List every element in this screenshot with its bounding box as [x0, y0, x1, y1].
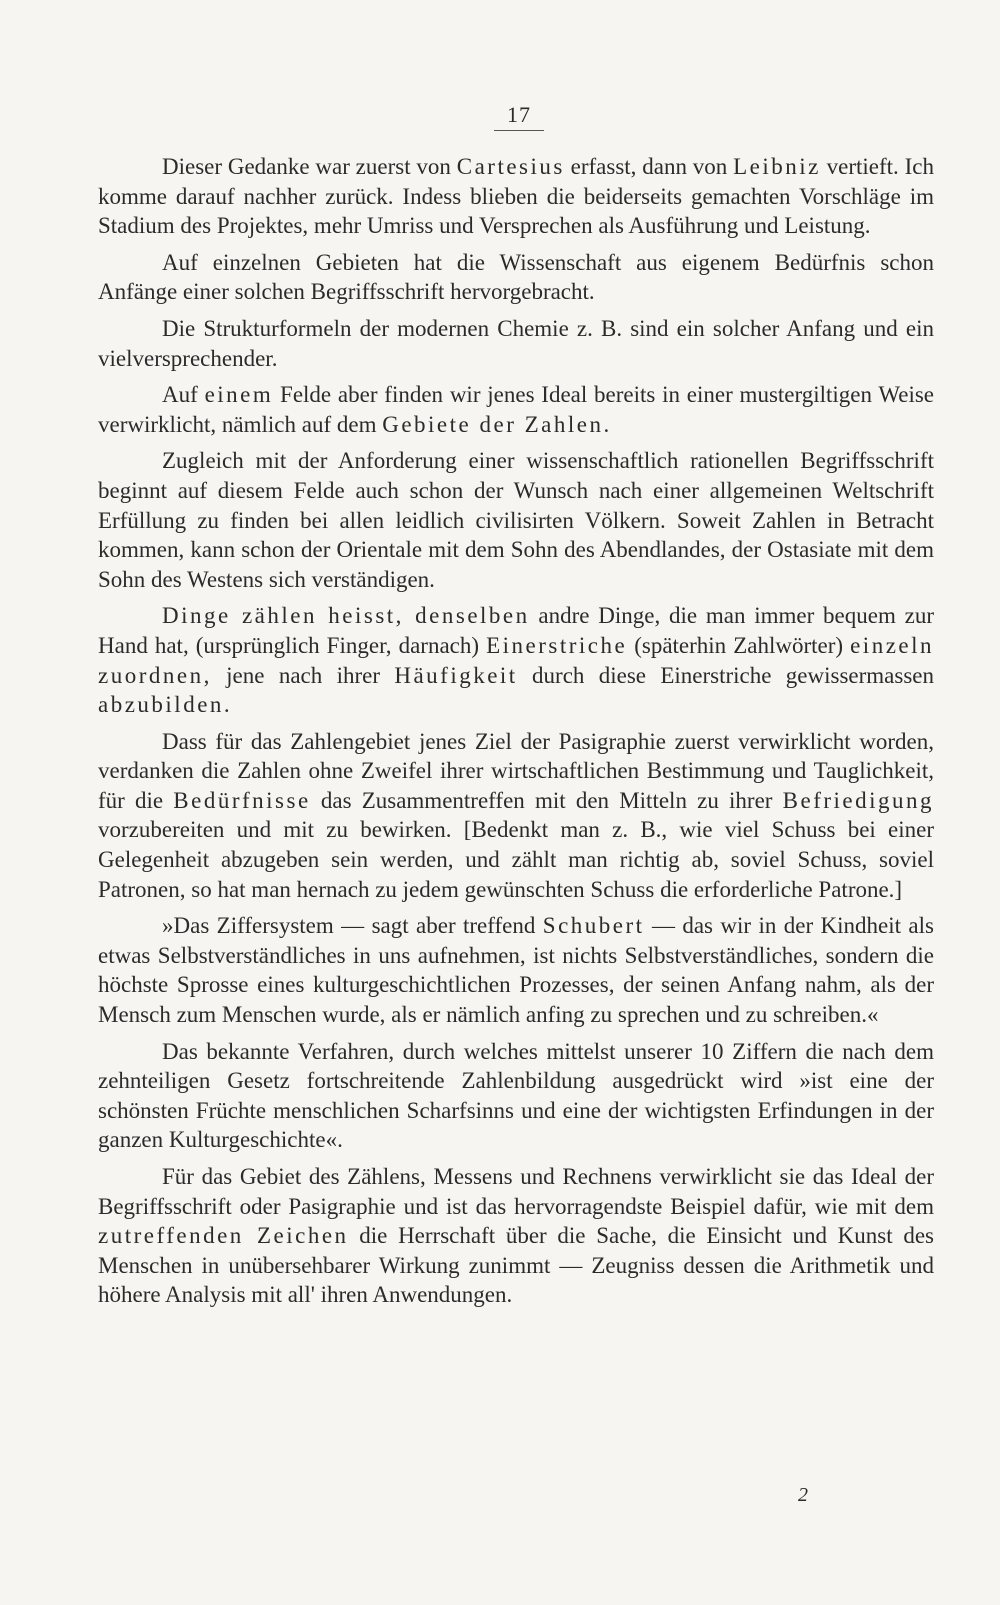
- paragraph: [98, 152, 934, 241]
- paragraph: [98, 248, 934, 307]
- text-run: erfasst, dann von: [564, 154, 734, 179]
- text-run: (späterhin Zahlwörter): [627, 632, 851, 658]
- page-number: 17: [494, 102, 544, 131]
- text-run: Dieser Gedanke war zuerst von: [162, 154, 457, 179]
- text-run: Das bekannte Verfahren, durch welches mittelst unserer 10 Ziffern die nach dem zehnteiligen Gesetz fortschreitende Zahlenbildung ausgedrückt wird »ist eine der schönsten Früchte menschlichen Scharfsinns und eine der wichtigsten Erfindungen in der ganzen Kulturgeschichte«.: [98, 1038, 934, 1153]
- text-run: Auf einzelnen Gebieten hat die Wissenschaft aus eigenem Bedürfnis schon Anfänge einer solchen Begriffsschrift hervorgebracht.: [98, 249, 934, 305]
- paragraph: [98, 446, 934, 594]
- text-run: das Zusammentreffen mit den Mitteln zu ihrer: [310, 787, 783, 813]
- text-run: vorzubereiten und mit zu bewirken. [Bedenkt man z. B., wie viel Schuss bei einer Gelegenheit abzugeben sein werden, und zählt man richtig ab, soviel Schuss, soviel Patronen, so hat man hernach zu jedem gewünschten Schuss die erforderliche Patrone.]: [98, 817, 934, 902]
- spaced-emphasis: einem: [204, 382, 274, 408]
- spaced-emphasis: Häufigkeit: [394, 662, 518, 688]
- spaced-name: Leibniz: [733, 154, 821, 179]
- spaced-emphasis: zutreffenden Zeichen: [98, 1223, 349, 1249]
- text-run: — das wir in der Kindheit als etwas Selbstverständliches in uns aufnehmen, ist nichts Selbstverständliches, sondern die höchste Sprosse eines kulturgeschichtlichen Prozesses, der seinen Anfang nahm, als der Mensch zum Menschen wurde, als er nämlich anfing zu sprechen und zu schreiben.«: [98, 913, 934, 1028]
- paragraph: [98, 1162, 934, 1310]
- spaced-name: Schubert: [542, 913, 645, 939]
- page-body-text: [98, 152, 934, 1317]
- text-run: Für das Gebiet des Zählens, Messens und Rechnens verwirklicht sie das Ideal der Begriffsschrift oder Pasigraphie und ist das hervorragendste Beispiel dafür, wie mit dem: [98, 1164, 934, 1219]
- signature-mark: 2: [798, 1484, 808, 1506]
- text-run: durch diese Einerstriche gewissermassen: [517, 662, 934, 688]
- paragraph: [98, 911, 934, 1029]
- text-run: Die Strukturformeln der modernen Chemie z. B. sind ein solcher Anfang und ein vielversprechender.: [98, 315, 934, 371]
- paragraph: [98, 314, 934, 373]
- text-run: jene nach ihrer: [211, 662, 395, 688]
- spaced-emphasis: Befriedigung: [782, 787, 934, 813]
- paragraph: [98, 380, 934, 439]
- text-run: die Herrschaft über die Sache, die Einsicht und Kunst des Menschen in unübersehbarer Wirkung zunimmt — Zeugniss dessen die Arithmetik und höhere Analysis mit all' ihren Anwendungen.: [98, 1223, 934, 1308]
- text-run: vertieft. Ich komme darauf nachher zurück. Indess blieben die beiderseits gemachten Vorschläge im Stadium des Projektes, mehr Umriss und Versprechen als Ausführung und Leistung.: [98, 154, 934, 239]
- paragraph: [98, 1037, 934, 1155]
- text-run: Auf: [162, 382, 205, 408]
- spaced-emphasis: Dinge zählen heisst, denselben: [162, 603, 530, 629]
- spaced-name: Cartesius: [456, 154, 565, 179]
- spaced-emphasis: abzubilden.: [98, 692, 233, 718]
- paragraph: [98, 601, 934, 719]
- spaced-emphasis: Einerstriche: [486, 632, 628, 658]
- spaced-emphasis: Bedürfnisse: [173, 787, 311, 813]
- text-run: Dass für das Zahlengebiet jenes Ziel der Pasigraphie zuerst verwirklicht worden, verdanken die Zahlen ohne Zweifel ihrer wirtschaftlichen Bestimmung und Tauglichkeit, für die: [98, 728, 934, 813]
- text-run: »Das Ziffersystem — sagt aber treffend: [162, 913, 543, 939]
- text-run: Zugleich mit der Anforderung einer wissenschaftlich rationellen Begriffsschrift beginnt auf diesem Felde auch schon der Wunsch nach einer allgemeinen Weltschrift Erfüllung zu finden bei allen leidlich civilisirten Völkern. Soweit Zahlen in Betracht kommen, kann schon der Orientale mit dem Sohn des Abendlandes, der Ostasiate mit dem Sohn des Westens sich verständigen.: [98, 448, 934, 592]
- spaced-emphasis: Gebiete der Zahlen.: [382, 411, 612, 437]
- spaced-emphasis: einzeln zuordnen,: [98, 632, 934, 688]
- text-run: andre Dinge, die man immer bequem zur Hand hat, (ursprünglich Finger, darnach): [98, 603, 934, 658]
- paragraph: [98, 727, 934, 905]
- text-run: Felde aber finden wir jenes Ideal bereits in einer mustergiltigen Weise verwirklicht, nämlich auf dem: [98, 382, 934, 437]
